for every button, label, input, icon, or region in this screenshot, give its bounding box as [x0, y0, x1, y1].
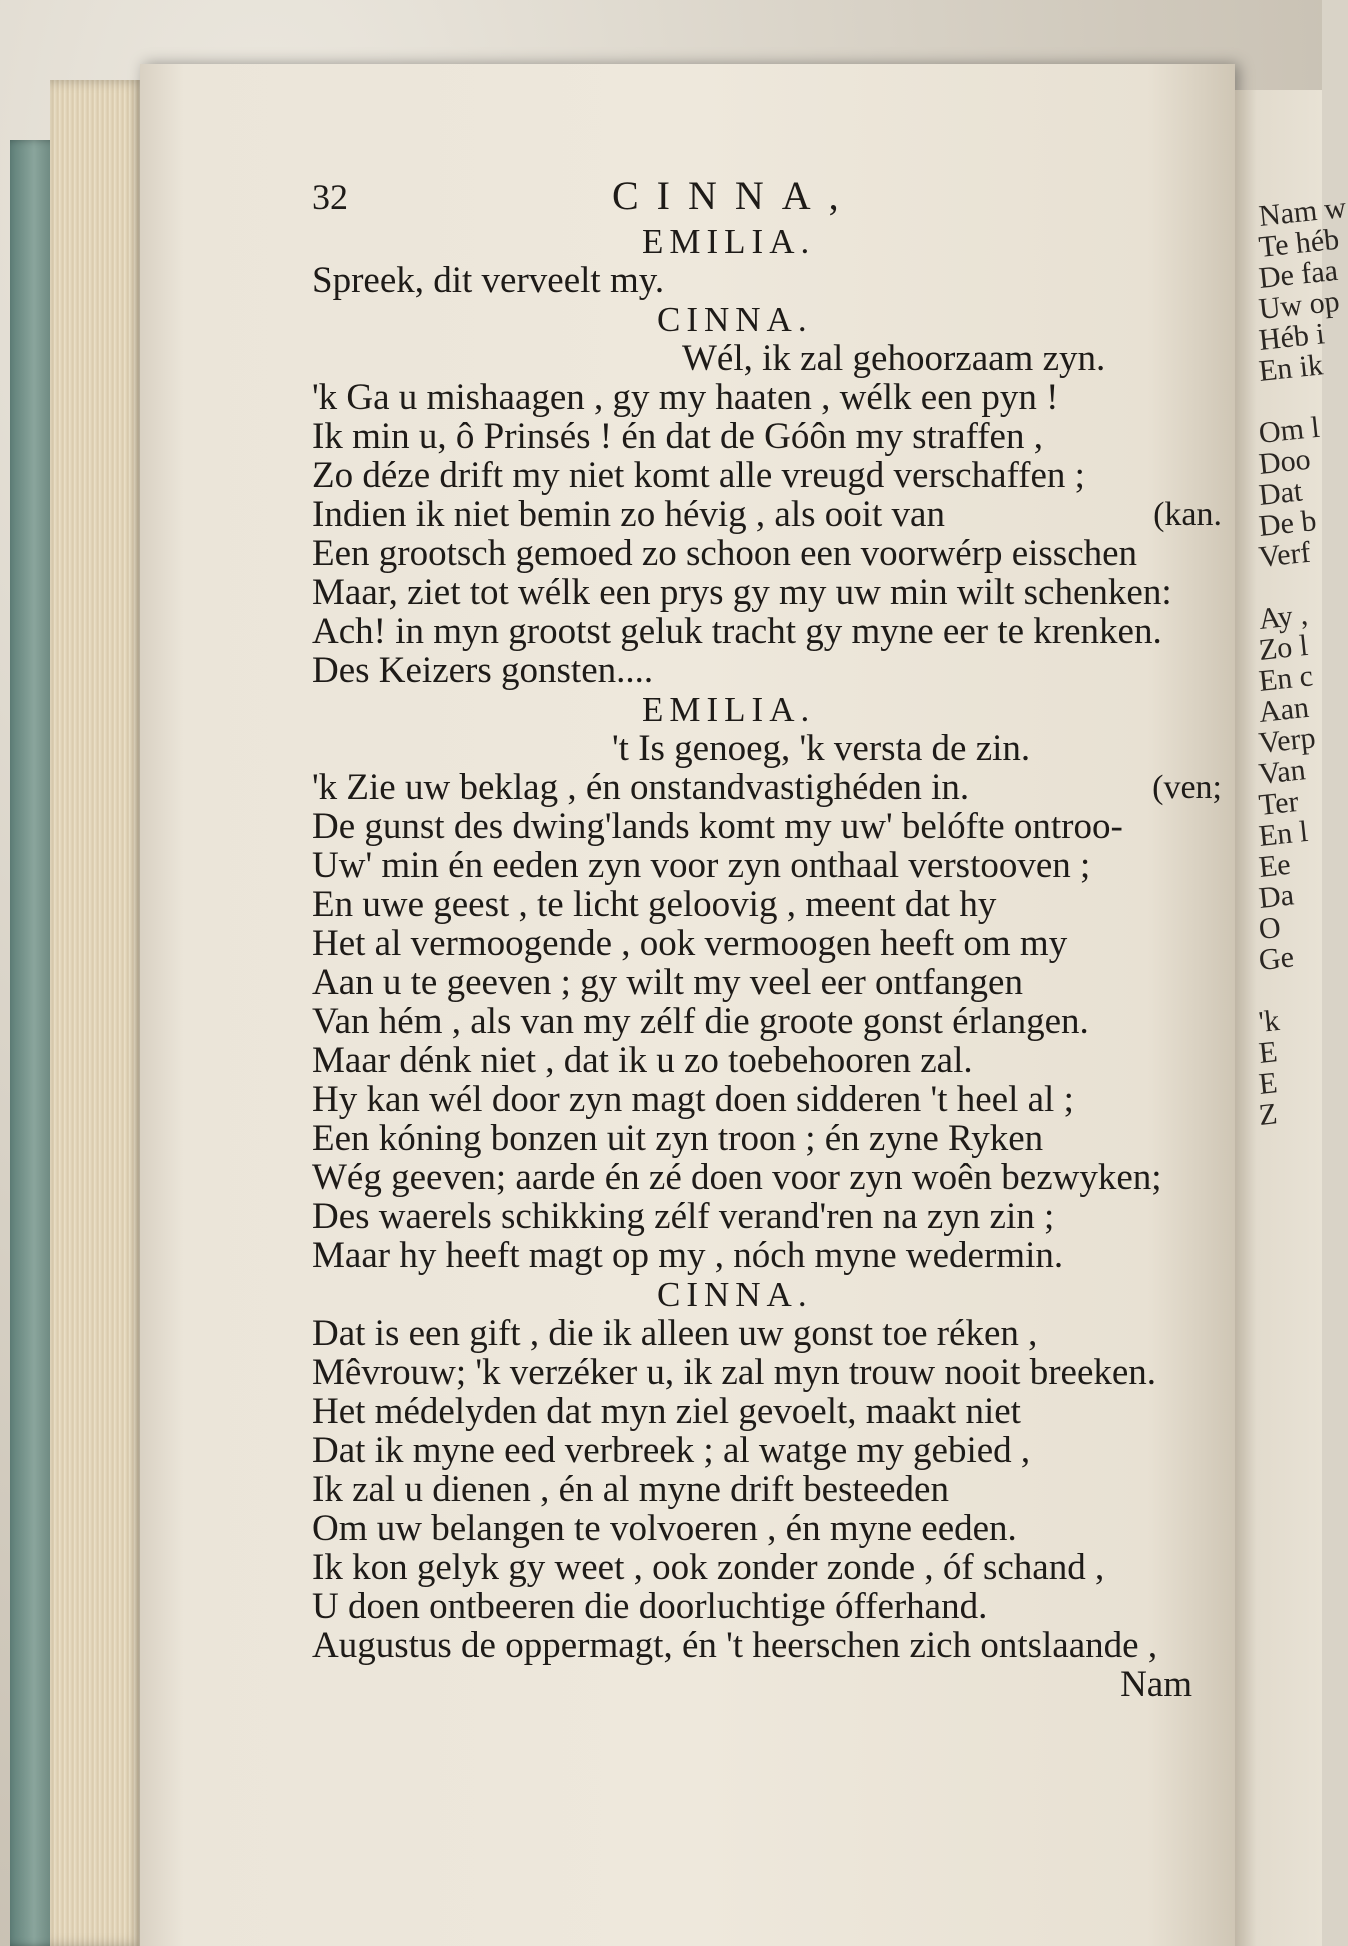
verse-text: 'k Zie uw beklag , én onstandvastighéden in.	[312, 767, 970, 808]
verse-text: De gunst des dwing'lands komt my uw' belófte ontroo-	[312, 806, 1123, 847]
facing-page-fragment: Ge	[1257, 940, 1296, 977]
verse-line	[312, 1002, 1212, 1041]
page-number: 32	[312, 177, 348, 217]
verse-line	[312, 807, 1212, 846]
verse-line	[312, 339, 1212, 378]
verse-line	[312, 534, 1212, 573]
verse-line	[312, 573, 1212, 612]
facing-page-fragment: Ay ,	[1257, 597, 1310, 636]
verse-line	[312, 1470, 1212, 1509]
facing-page-fragment: Nam w	[1257, 190, 1348, 233]
verse-text: Wég geeven; aarde én zé doen voor zyn woên bezwyken;	[312, 1157, 1162, 1198]
speaker-name	[312, 690, 1212, 729]
verse-text: Dat is een gift , die ik alleen uw gonst toe réken ,	[312, 1313, 1038, 1354]
catchword: Nam	[1120, 1664, 1192, 1705]
verse-line	[312, 1353, 1212, 1392]
verse-text: U doen ontbeeren die doorluchtige ófferhand.	[312, 1586, 988, 1627]
facing-page-fragment: En l	[1257, 814, 1310, 853]
verse-text: 't Is genoeg, 'k versta de zin.	[612, 728, 1031, 769]
verse-line	[312, 651, 1212, 690]
verse-text: Ik min u, ô Prinsés ! én dat de Góôn my straffen ,	[312, 416, 1043, 457]
verse-text: 'k Ga u mishaagen , gy my haaten , wélk een pyn !	[312, 377, 1059, 418]
verse-text: Dat ik myne eed verbreek ; al watge my gebied ,	[312, 1430, 1031, 1471]
verse-line	[312, 1236, 1212, 1275]
verse-text: Mêvrouw; 'k verzéker u, ik zal myn trouw nooit breeken.	[312, 1352, 1157, 1393]
verse-text: Wél, ik zal gehoorzaam zyn.	[682, 338, 1106, 379]
verse-text: Uw' min én eeden zyn voor zyn onthaal verstooven ;	[312, 845, 1091, 886]
verse-line	[312, 494, 1222, 535]
verse-text: Indien ik niet bemin zo hévig , als ooit van	[312, 494, 945, 535]
verse-text: Van hém , als van my zélf die groote gonst érlangen.	[312, 1001, 1089, 1042]
verse-text: Maar dénk niet , dat ik u zo toebehooren zal.	[312, 1040, 973, 1081]
verse-text: Maar, ziet tot wélk een prys gy my uw min wilt schenken:	[312, 572, 1172, 613]
verse-line	[312, 1314, 1212, 1353]
verse-line	[312, 924, 1212, 963]
verse-text: Zo déze drift my niet komt alle vreugd verschaffen ;	[312, 455, 1085, 496]
verse-text: Des Keizers gonsten....	[312, 650, 654, 691]
page-text	[312, 173, 1222, 1705]
verse-line	[312, 1509, 1212, 1548]
verse-text: En uwe geest , te licht geloovig , meent dat hy	[312, 884, 997, 925]
verse-text: Spreek, dit verveelt my.	[312, 260, 665, 301]
verse-text: Hy kan wél door zyn magt doen sidderen 't heel al ;	[312, 1079, 1074, 1120]
facing-page-fragment: 'k	[1257, 1003, 1281, 1039]
verse-text: Het al vermoogende , ook vermoogen heeft om my	[312, 923, 1068, 964]
page-edges	[50, 80, 145, 1946]
verse-text: Des waerels schikking zélf verand'ren na zyn zin ;	[312, 1196, 1055, 1237]
facing-page-fragment: E	[1257, 1035, 1279, 1070]
verse-text: Een kóning bonzen uit zyn troon ; én zyne Ryken	[312, 1118, 1044, 1159]
verse-text: Ach! in myn grootst geluk tracht gy myne eer te krenken.	[312, 611, 1162, 652]
verse-line	[312, 729, 1212, 768]
facing-page-fragment: Dat	[1257, 474, 1304, 512]
facing-page-fragment: Verf	[1257, 535, 1313, 574]
facing-page-fragment: En ik	[1257, 348, 1325, 388]
verse-line	[312, 885, 1212, 924]
verse-line	[312, 963, 1212, 1002]
verse-text: Maar hy heeft magt op my , nóch myne wedermin.	[312, 1235, 1064, 1276]
speaker-label: EMILIA.	[642, 222, 816, 261]
speaker-name	[312, 300, 1212, 339]
running-head: CINNA,	[612, 173, 857, 218]
verse-lines	[312, 222, 1222, 1666]
page-header	[312, 173, 1212, 222]
facing-page-fragment: E	[1257, 1066, 1279, 1101]
verse-line	[312, 846, 1212, 885]
verse-line	[312, 378, 1212, 417]
facing-page	[1235, 90, 1348, 1946]
verse-line	[312, 1041, 1212, 1080]
verse-line	[312, 1431, 1212, 1470]
facing-page-fragment: Om l	[1257, 410, 1322, 450]
verse-line	[312, 1548, 1212, 1587]
verse-line	[312, 456, 1212, 495]
facing-page-fragment: O	[1257, 910, 1283, 946]
facing-page-fragment: Van	[1257, 753, 1308, 791]
facing-page-fragment: Aan	[1257, 690, 1311, 729]
verse-text: Ik zal u dienen , én al myne drift besteeden	[312, 1469, 949, 1510]
verse-text: Om uw belangen te volvoeren , én myne eeden.	[312, 1508, 1017, 1549]
verse-line	[312, 417, 1212, 456]
facing-page-fragment: En c	[1257, 659, 1315, 698]
facing-page-fragment: Da	[1257, 878, 1296, 915]
verse-line	[312, 612, 1212, 651]
verse-line	[312, 1197, 1212, 1236]
speaker-name	[312, 1275, 1212, 1314]
facing-page-fragment: Ter	[1257, 784, 1301, 822]
speaker-label: CINNA.	[657, 300, 813, 339]
facing-page-fragment: De b	[1257, 504, 1318, 543]
speaker-label: CINNA.	[657, 1275, 813, 1314]
facing-page-fragment: Ee	[1257, 847, 1293, 884]
facing-page-fragment: Te héb	[1257, 222, 1341, 264]
speaker-label: EMILIA.	[642, 690, 816, 729]
facing-page-fragment: Doo	[1257, 442, 1313, 481]
verse-line	[312, 1158, 1212, 1197]
verse-text: Ik kon gelyk gy weet , ook zonder zonde , óf schand ,	[312, 1547, 1105, 1588]
verse-line	[312, 767, 1222, 808]
verse-line	[312, 1080, 1212, 1119]
verse-text: Augustus de oppermagt, én 't heerschen zich ontslaande ,	[312, 1625, 1158, 1666]
facing-page-fragment: Héb i	[1257, 317, 1327, 357]
verse-line	[312, 1392, 1212, 1431]
turnover-text: (kan.	[1153, 496, 1222, 533]
facing-page-fragment: De faa	[1257, 253, 1340, 295]
verse-text: Een grootsch gemoed zo schoon een voorwérp eisschen	[312, 533, 1138, 574]
turnover-text: (ven;	[1152, 769, 1222, 806]
facing-page-fragment: Uw op	[1257, 284, 1342, 326]
facing-page-fragment: Verp	[1257, 721, 1318, 760]
facing-page-fragment: Z	[1257, 1097, 1279, 1132]
verse-text: Aan u te geeven ; gy wilt my veel eer ontfangen	[312, 962, 1023, 1003]
verse-line	[312, 261, 1212, 300]
facing-page-fragment: Zo l	[1257, 628, 1310, 667]
verse-line	[312, 1587, 1212, 1626]
verse-line	[312, 1626, 1212, 1665]
speaker-name	[312, 222, 1212, 261]
verse-text: Het médelyden dat myn ziel gevoelt, maakt niet	[312, 1391, 1021, 1432]
verse-line	[312, 1119, 1212, 1158]
